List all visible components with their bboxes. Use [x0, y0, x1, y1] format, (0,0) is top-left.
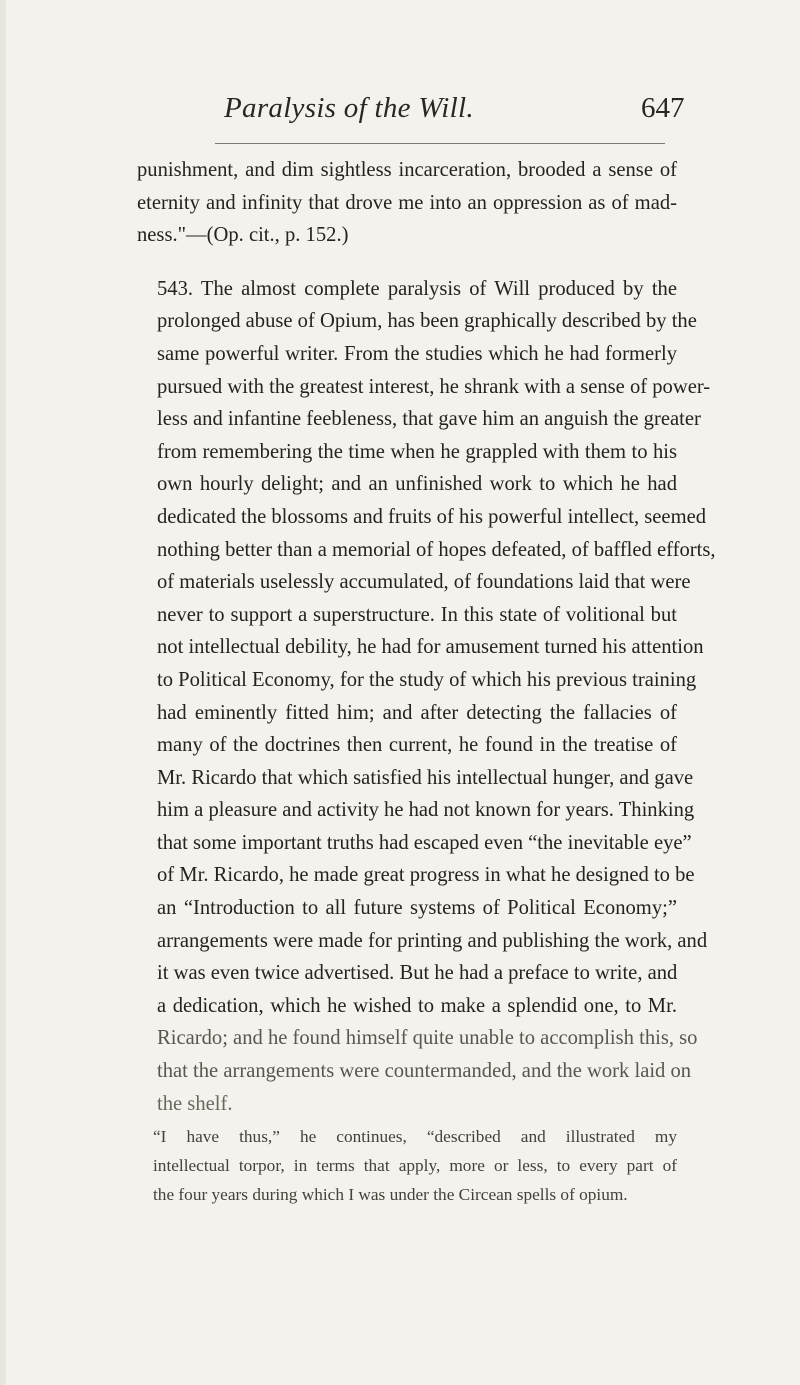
header-rule [215, 143, 665, 144]
text-line: prolonged abuse of Opium, has been graphically described by the [157, 310, 697, 333]
text-line: punishment, and dim sightless incarceration, brooded a sense of [137, 159, 677, 181]
page-edge-shadow [0, 0, 6, 1385]
page-number: 647 [641, 92, 685, 124]
text-line: of materials uselessly accumulated, of foundations laid that were [157, 571, 691, 594]
text-line: an “Introduction to all future systems of Political Economy;” [157, 897, 677, 920]
text-line: eternity and infinity that drove me into an oppression as of mad- [137, 191, 677, 214]
text-line: pursued with the greatest interest, he shrank with a sense of power- [157, 375, 711, 398]
text-line: him a pleasure and activity he had not known for years. Thinking [157, 799, 695, 822]
text-line: had eminently fitted him; and after detecting the fallacies of [157, 701, 677, 724]
text-line: intellectual torpor, in terms that apply, more or less, to every part of [153, 1156, 677, 1176]
text-line: that the arrangements were countermanded, and the work laid on [157, 1060, 692, 1083]
text-line: same powerful writer. From the studies which he had formerly [157, 342, 677, 365]
text-line: to Political Economy, for the study of which his previous training [157, 668, 697, 691]
text-line: that some important truths had escaped even “the inevitable eye” [157, 831, 692, 854]
text-line: arrangements were made for printing and publishing the work, and [157, 929, 708, 952]
text-line: “I have thus,” he continues, “described and illustrated my [153, 1127, 677, 1147]
text-line: of Mr. Ricardo, he made great progress in what he designed to be [157, 864, 695, 887]
body-text [137, 154, 716, 1209]
text-line: less and infantine feebleness, that gave him an anguish the greater [157, 408, 701, 431]
running-title: Paralysis of the Will. [224, 92, 474, 124]
text-line: a dedication, which he wished to make a splendid one, to Mr. [157, 994, 677, 1017]
text-line: the shelf. [157, 1092, 233, 1115]
text-line: 543. The almost complete paralysis of Will produced by the [157, 277, 677, 300]
paragraph-continuation [137, 154, 677, 252]
text-line: many of the doctrines then current, he found in the treatise of [157, 734, 677, 757]
text-line: it was even twice advertised. But he had a preface to write, and [157, 962, 678, 985]
text-line: Ricardo; and he found himself quite unable to accomplish this, so [157, 1027, 698, 1050]
text-line: never to support a superstructure. In this state of volitional but [157, 603, 677, 626]
page-header [0, 92, 800, 142]
paragraph-quotation [137, 1122, 677, 1209]
text-line: ness."—(Op. cit., p. 152.) [137, 224, 349, 247]
text-line: the four years during which I was under the Circean spells of opium. [153, 1185, 628, 1205]
text-line: from remembering the time when he grappled with them to his [157, 440, 677, 463]
text-line: dedicated the blossoms and fruits of his powerful intellect, seemed [157, 505, 707, 528]
paragraph-543 [137, 273, 716, 1120]
text-line: Mr. Ricardo that which satisfied his intellectual hunger, and gave [157, 766, 694, 789]
text-line: not intellectual debility, he had for amusement turned his attention [157, 636, 704, 659]
text-line: own hourly delight; and an unfinished work to which he had [157, 473, 677, 496]
text-line: nothing better than a memorial of hopes defeated, of baffled efforts, [157, 538, 716, 561]
